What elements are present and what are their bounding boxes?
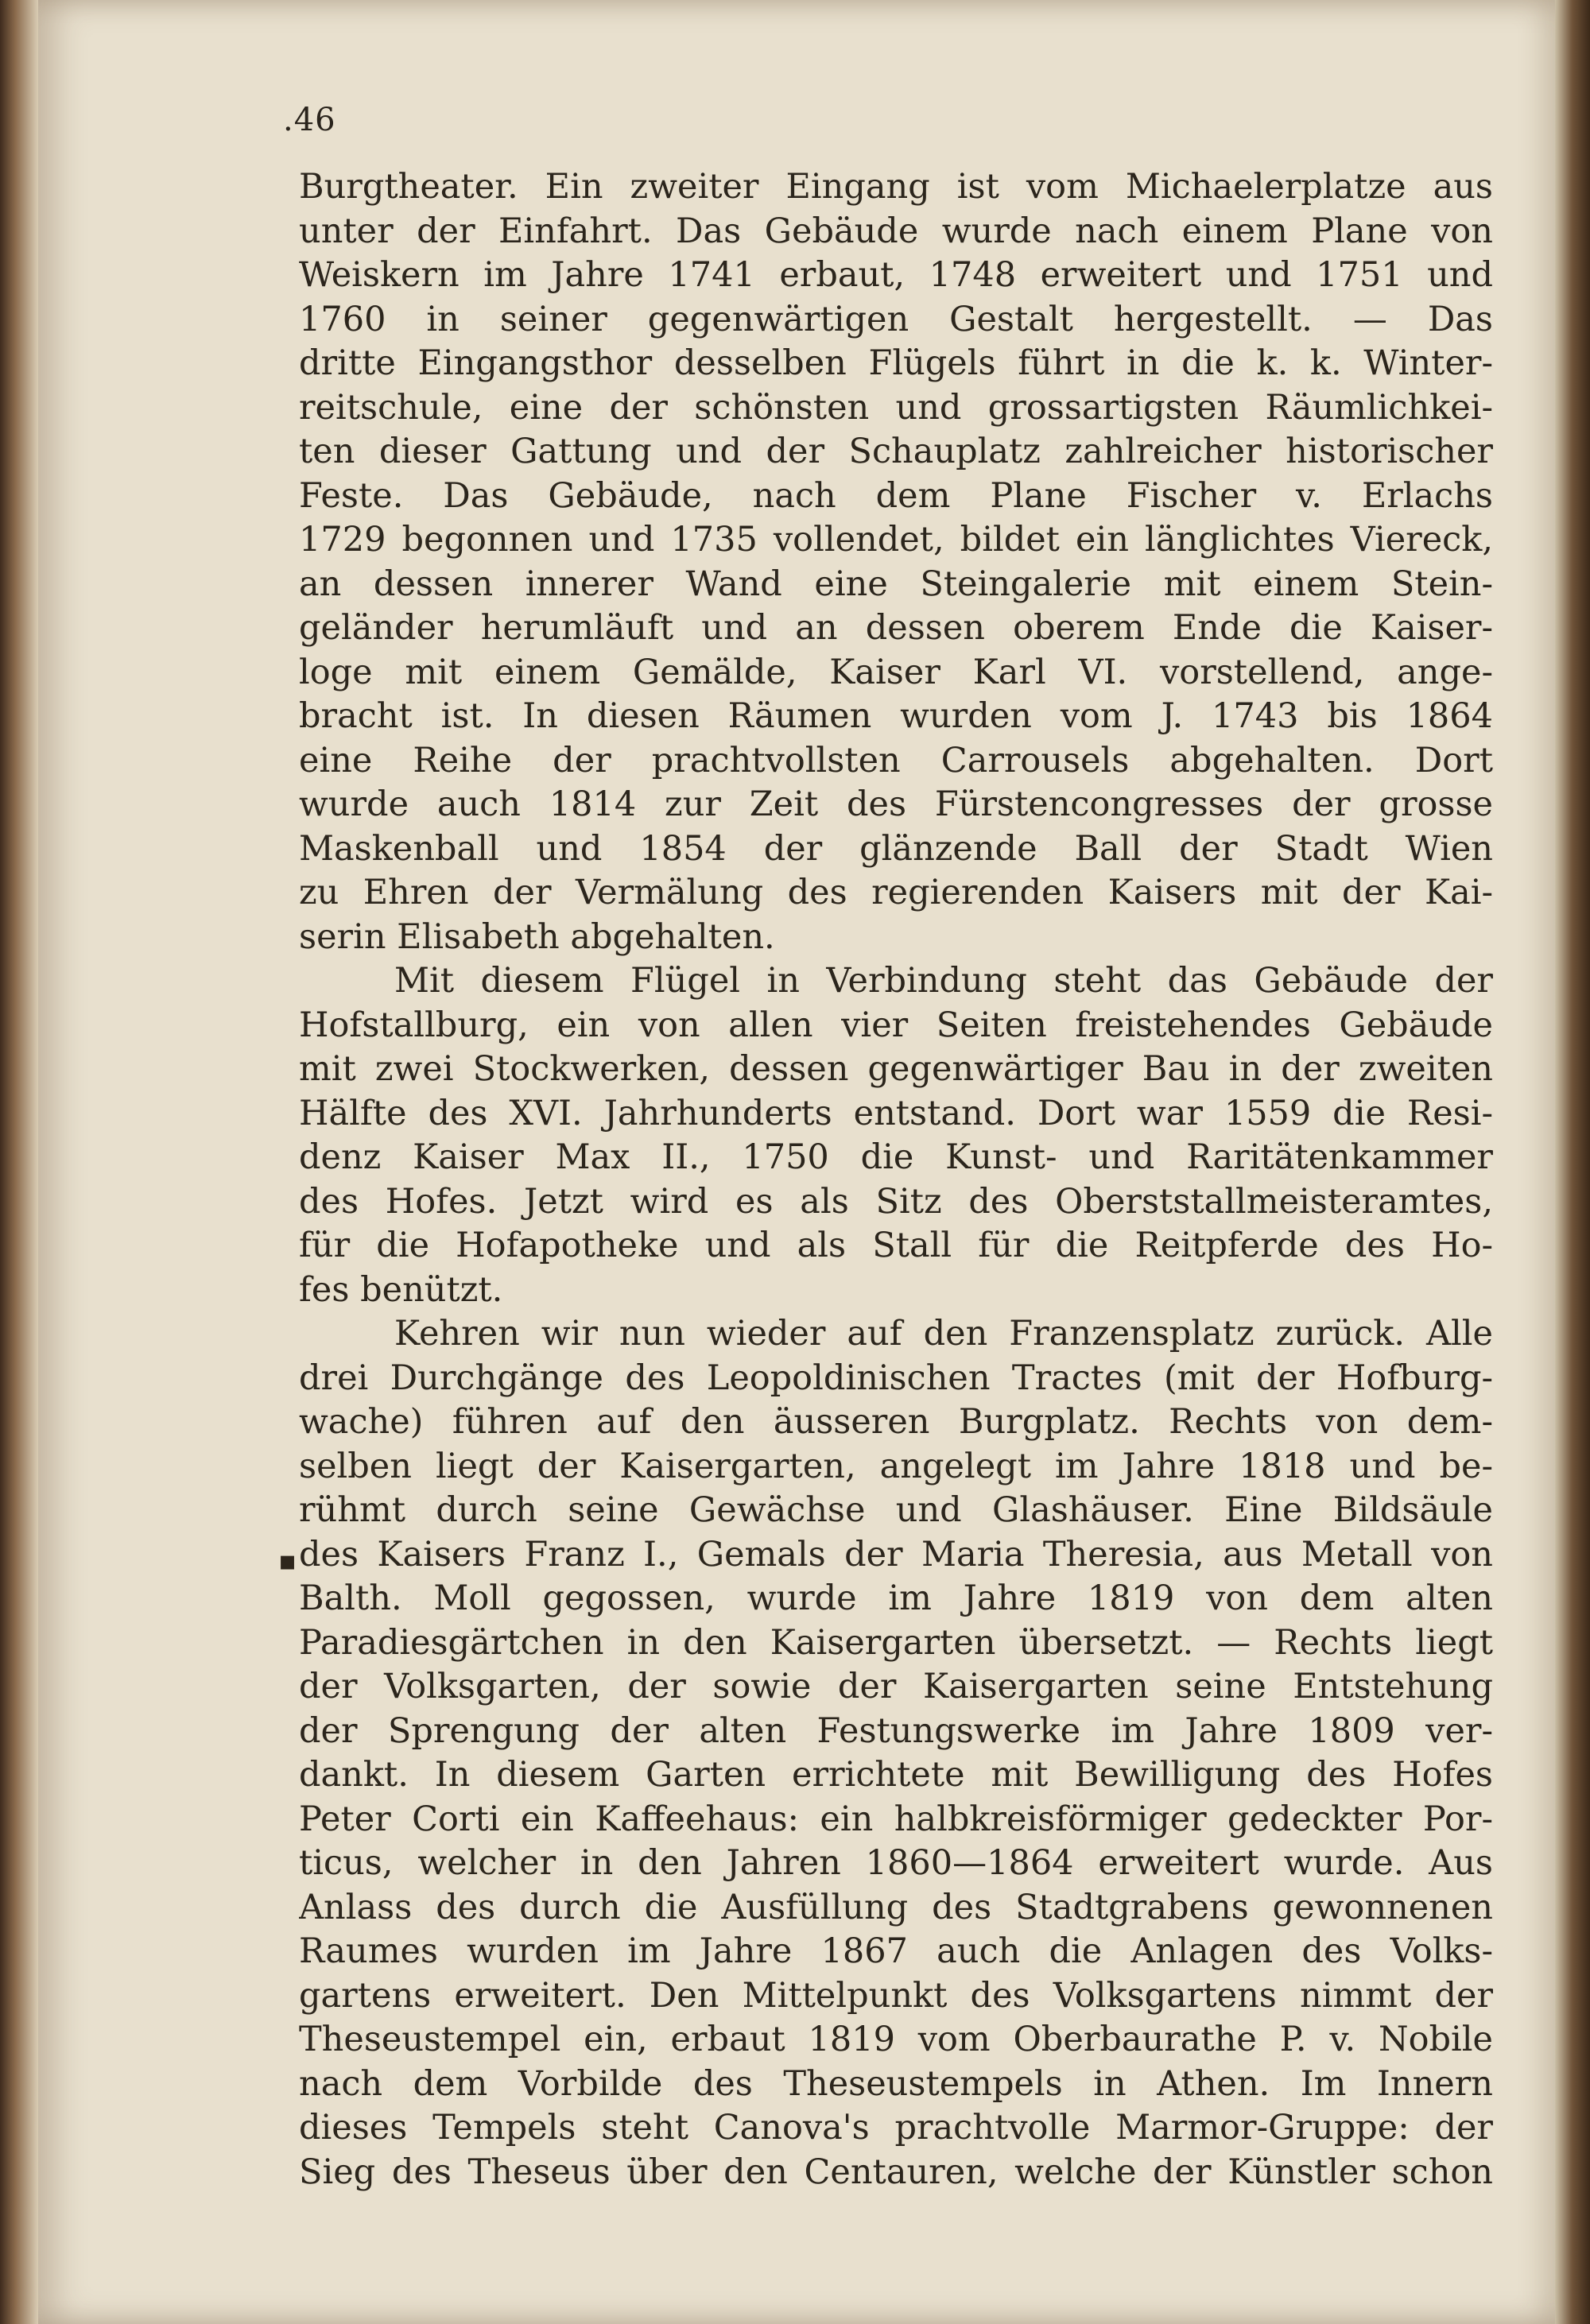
text-line: wurde auch 1814 zur Zeit des Fürstencongresses der grosse [299, 784, 1493, 824]
text-line: gartens erweitert. Den Mittelpunkt des Volksgartens nimmt der [299, 1975, 1493, 2016]
text-line: mit zwei Stockwerken, dessen gegenwärtiger Bau in der zweiten [299, 1049, 1493, 1089]
text-line: Weiskern im Jahre 1741 erbaut, 1748 erweitert und 1751 und [299, 255, 1493, 295]
text-line: der Sprengung der alten Festungswerke im Jahre 1809 ver- [299, 1710, 1493, 1751]
text-line: nach dem Vorbilde des Theseustempels in Athen. Im Innern [299, 2063, 1493, 2104]
text-line: dieses Tempels steht Canova's prachtvolle Marmor-Gruppe: der [299, 2108, 1493, 2148]
text-line: Hofstallburg, ein von allen vier Seiten freistehendes Gebäude [299, 1005, 1493, 1045]
text-line: für die Hofapotheke und als Stall für die Reitpferde des Ho- [299, 1226, 1493, 1265]
text-line: Paradiesgärtchen in den Kaisergarten übersetzt. — Rechts liegt [299, 1622, 1493, 1663]
text-line: eine Reihe der prachtvollsten Carrousels abgehalten. Dort [299, 740, 1493, 780]
text-line: dankt. In diesem Garten errichtete mit Bewilligung des Hofes [299, 1755, 1493, 1795]
text-line: Sieg des Theseus über den Centauren, welche der Künstler schon [299, 2152, 1493, 2192]
text-line: unter der Einfahrt. Das Gebäude wurde nach einem Plane von [299, 211, 1493, 251]
text-line: Theseustempel ein, erbaut 1819 vom Oberbaurathe P. v. Nobile [299, 2020, 1493, 2059]
text-line: serin Elisabeth abgehalten. [299, 916, 775, 957]
text-line: des Hofes. Jetzt wird es als Sitz des Oberststallmeisteramtes, [299, 1181, 1493, 1222]
text-line: bracht ist. In diesen Räumen wurden vom J. 1743 bis 1864 [299, 696, 1493, 736]
text-line: Peter Corti ein Kaffeehaus: ein halbkreisförmiger gedeckter Por- [299, 1799, 1493, 1839]
binding-left-edge [0, 0, 38, 2324]
text-line: Hälfte des XVI. Jahrhunderts entstand. Dort war 1559 die Resi- [299, 1093, 1493, 1133]
text-line: ticus, welcher in den Jahren 1860—1864 erweitert wurde. Aus [299, 1843, 1493, 1883]
margin-mark: ▪ [278, 1545, 297, 1577]
text-line: 1729 begonnen und 1735 vollendet, bildet ein länglichtes Viereck, [299, 520, 1493, 560]
text-line: Raumes wurden im Jahre 1867 auch die Anlagen des Volks- [299, 1931, 1493, 1971]
text-line: 1760 in seiner gegenwärtigen Gestalt hergestellt. — Das [299, 299, 1493, 339]
binding-right-edge [1555, 0, 1590, 2324]
text-line: wache) führen auf den äusseren Burgplatz. Rechts von dem- [299, 1402, 1493, 1442]
text-line: reitschule, eine der schönsten und grossartigsten Räumlichkei- [299, 387, 1493, 428]
text-line: drei Durchgänge des Leopoldinischen Tractes (mit der Hofburg- [299, 1358, 1493, 1398]
text-line: fes benützt. [299, 1269, 503, 1310]
text-line: an dessen innerer Wand eine Steingalerie mit einem Stein- [299, 564, 1493, 604]
text-line: dritte Eingangsthor desselben Flügels führt in die k. k. Winter- [299, 343, 1493, 383]
text-line: zu Ehren der Vermälung des regierenden Kaisers mit der Kai- [299, 873, 1493, 912]
text-line: des Kaisers Franz I., Gemals der Maria Theresia, aus Metall von [299, 1534, 1493, 1575]
text-line: rühmt durch seine Gewächse und Glashäuser. Eine Bildsäule [299, 1490, 1493, 1530]
body-text [299, 165, 1493, 2194]
book-page [32, 0, 1557, 2324]
text-line: der Volksgarten, der sowie der Kaisergarten seine Entstehung [299, 1667, 1493, 1706]
text-line: geländer herumläuft und an dessen oberem Ende die Kaiser- [299, 608, 1493, 648]
text-line: Anlass des durch die Ausfüllung des Stadtgrabens gewonnenen [299, 1887, 1493, 1927]
text-line: Feste. Das Gebäude, nach dem Plane Fischer v. Erlachs [299, 475, 1493, 516]
text-line: Kehren wir nun wieder auf den Franzensplatz zurück. Alle [394, 1314, 1493, 1354]
text-line: loge mit einem Gemälde, Kaiser Karl VI. vorstellend, ange- [299, 652, 1493, 692]
text-line: ten dieser Gattung und der Schauplatz zahlreicher historischer [299, 432, 1493, 471]
text-line: denz Kaiser Max II., 1750 die Kunst- und Raritätenkammer [299, 1137, 1493, 1177]
text-line: Maskenball und 1854 der glänzende Ball der Stadt Wien [299, 828, 1493, 869]
page-number: .46 [283, 102, 336, 138]
text-line: selben liegt der Kaisergarten, angelegt im Jahre 1818 und be- [299, 1446, 1493, 1486]
text-line: Mit diesem Flügel in Verbindung steht das Gebäude der [394, 961, 1493, 1001]
text-line: Burgtheater. Ein zweiter Eingang ist vom Michaelerplatze aus [299, 167, 1493, 207]
text-line: Balth. Moll gegossen, wurde im Jahre 1819 von dem alten [299, 1578, 1493, 1618]
